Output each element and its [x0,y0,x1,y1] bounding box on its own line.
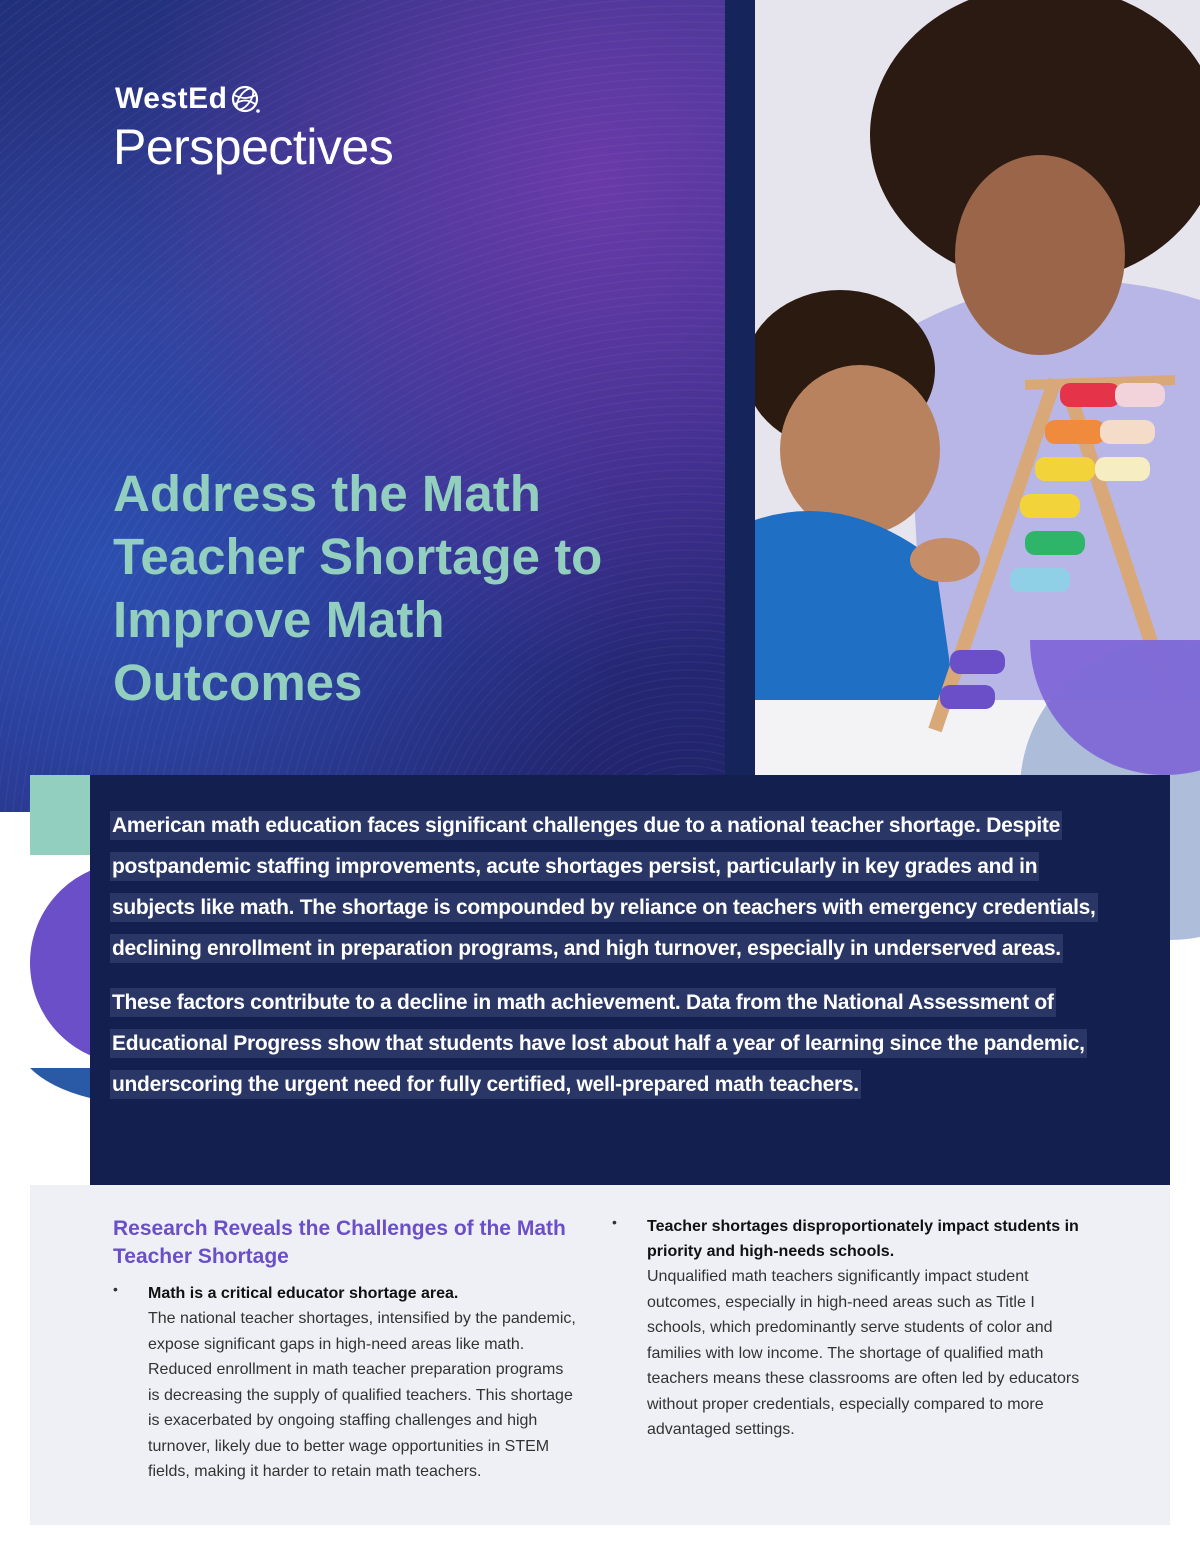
intro-paragraph-2-text: These factors contribute to a decline in math achievement. Data from the National Assessment of Educational Progress show that students have lost about half a year of learning since the pandemic, underscoring the urgent need for fully certified, well-prepared math teachers. [110,988,1087,1099]
research-right-column [612,1214,1092,1443]
logo-text: WestEd [115,82,228,115]
bullet-dot-icon: • [612,1214,617,1230]
intro-paragraph [110,805,1110,969]
intro-text [110,805,1110,1118]
decorative-half-circle [1030,640,1200,775]
list-item [612,1214,1092,1443]
section-heading: Research Reveals the Challenges of the Math Teacher Shortage [113,1217,566,1268]
bullet-title: Math is a critical educator shortage area. [148,1285,459,1302]
list-item [113,1281,578,1485]
hero-divider [725,0,755,812]
bullet-body: The national teacher shortages, intensified by the pandemic, expose significant gaps in high-need areas like math. Reduced enrollment in math teacher preparation programs is decreasing the supply of qualified teachers. This shortage is exacerbated by ongoing staffing challenges and high turnover, likely due to better wage opportunities in STEM fields, making it harder to retain math teachers. [148,1310,576,1480]
decorative-triangle [30,1068,90,1098]
series-title: Perspectives [113,119,394,175]
bullet-body: Unqualified math teachers significantly impact student outcomes, especially in high-need areas such as Title I schools, which predominantly serve students of color and families with low income. The shortage of qualified math teachers means these classrooms are often led by educators without proper credentials, especially compared to more advantaged settings. [647,1268,1080,1438]
bullet-dot-icon: • [113,1281,118,1297]
intro-paragraph [110,982,1110,1105]
wested-logo [115,82,260,116]
page-title: Address the Math Teacher Shortage to Improve Math Outcomes [113,465,603,711]
bullet-title: Teacher shortages disproportionately impact students in priority and high-needs schools. [647,1218,1079,1260]
decorative-purple-half-circle [30,862,90,1064]
decorative-teal-square [30,775,90,855]
hero-banner [0,0,725,812]
research-left-column [113,1215,578,1485]
intro-paragraph-1-text: American math education faces significant challenges due to a national teacher shortage. Despite postpandemic staffing improvements, acute shortages persist, particularly in key grades and in subjects like math. The shortage is compounded by reliance on teachers with emergency credentials, declining enrollment in preparation programs, and high turnover, especially in underserved areas. [110,811,1098,963]
globe-icon [230,84,260,114]
